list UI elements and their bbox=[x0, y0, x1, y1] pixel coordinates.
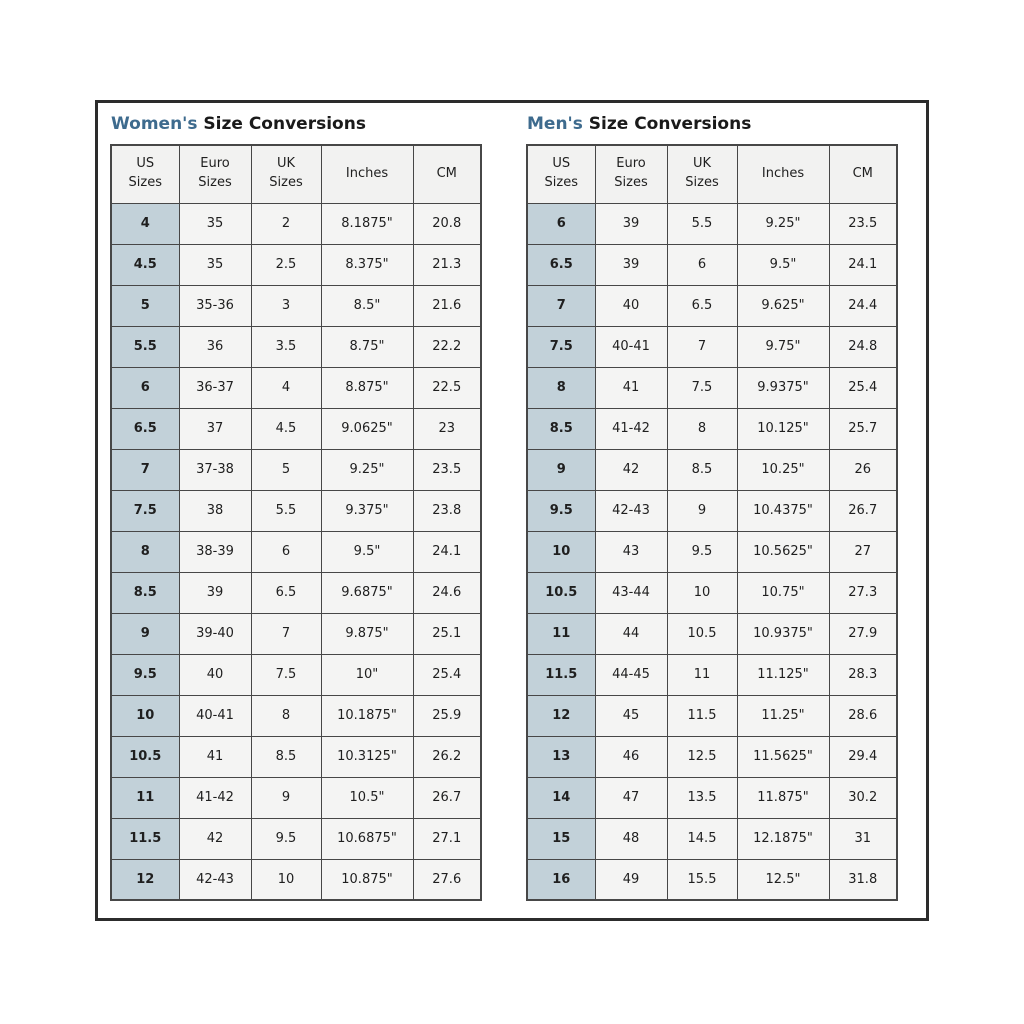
table-row bbox=[527, 572, 897, 613]
us-size-cell: 7 bbox=[527, 285, 595, 326]
table-cell: 7 bbox=[251, 613, 321, 654]
table-row bbox=[527, 654, 897, 695]
table-row bbox=[111, 859, 481, 900]
table-cell: 9.25" bbox=[737, 203, 829, 244]
table-cell: 40 bbox=[595, 285, 667, 326]
table-cell: 29.4 bbox=[829, 736, 897, 777]
table-cell: 22.2 bbox=[413, 326, 481, 367]
table-cell: 36 bbox=[179, 326, 251, 367]
table-cell: 9.0625" bbox=[321, 408, 413, 449]
table-cell: 10.4375" bbox=[737, 490, 829, 531]
table-row bbox=[111, 572, 481, 613]
us-size-cell: 10 bbox=[111, 695, 179, 736]
table-cell: 27.9 bbox=[829, 613, 897, 654]
table-cell: 12.5 bbox=[667, 736, 737, 777]
table-cell: 48 bbox=[595, 818, 667, 859]
table-row bbox=[527, 244, 897, 285]
table-cell: 10.5 bbox=[667, 613, 737, 654]
table-cell: 40 bbox=[179, 654, 251, 695]
us-size-cell: 10 bbox=[527, 531, 595, 572]
us-size-cell: 7 bbox=[111, 449, 179, 490]
table-cell: 42-43 bbox=[595, 490, 667, 531]
table-row bbox=[111, 367, 481, 408]
table-cell: 8.5" bbox=[321, 285, 413, 326]
table-cell: 10.9375" bbox=[737, 613, 829, 654]
table-cell: 10.5" bbox=[321, 777, 413, 818]
table-cell: 43-44 bbox=[595, 572, 667, 613]
table-cell: 25.7 bbox=[829, 408, 897, 449]
table-cell: 21.6 bbox=[413, 285, 481, 326]
table-cell: 44-45 bbox=[595, 654, 667, 695]
table-row bbox=[111, 613, 481, 654]
table-cell: 47 bbox=[595, 777, 667, 818]
mens-title-rest: Size Conversions bbox=[582, 114, 752, 134]
table-cell: 30.2 bbox=[829, 777, 897, 818]
mens-size-table bbox=[526, 144, 898, 901]
table-cell: 41-42 bbox=[179, 777, 251, 818]
us-size-cell: 11 bbox=[111, 777, 179, 818]
us-size-cell: 7.5 bbox=[111, 490, 179, 531]
us-size-cell: 7.5 bbox=[527, 326, 595, 367]
table-cell: 11 bbox=[667, 654, 737, 695]
table-cell: 38 bbox=[179, 490, 251, 531]
table-cell: 11.25" bbox=[737, 695, 829, 736]
table-row bbox=[111, 695, 481, 736]
table-cell: 3 bbox=[251, 285, 321, 326]
table-cell: 9.875" bbox=[321, 613, 413, 654]
table-row bbox=[111, 654, 481, 695]
table-cell: 42-43 bbox=[179, 859, 251, 900]
womens-table-block bbox=[110, 112, 481, 901]
table-cell: 41 bbox=[179, 736, 251, 777]
table-cell: 22.5 bbox=[413, 367, 481, 408]
womens-size-table bbox=[110, 144, 482, 901]
table-cell: 8.875" bbox=[321, 367, 413, 408]
mens-table-title bbox=[527, 114, 897, 134]
table-cell: 24.4 bbox=[829, 285, 897, 326]
table-cell: 15.5 bbox=[667, 859, 737, 900]
table-cell: 2.5 bbox=[251, 244, 321, 285]
table-row bbox=[111, 777, 481, 818]
table-cell: 28.3 bbox=[829, 654, 897, 695]
table-row bbox=[527, 531, 897, 572]
mens-header-row bbox=[527, 145, 897, 203]
table-cell: 11.5625" bbox=[737, 736, 829, 777]
table-cell: 27.3 bbox=[829, 572, 897, 613]
table-cell: 8.5 bbox=[667, 449, 737, 490]
womens-header-row bbox=[111, 145, 481, 203]
table-cell: 4 bbox=[251, 367, 321, 408]
table-row bbox=[527, 736, 897, 777]
table-cell: 26.7 bbox=[829, 490, 897, 531]
table-row bbox=[527, 203, 897, 244]
size-conversion-chart-frame bbox=[95, 100, 929, 921]
table-cell: 11.125" bbox=[737, 654, 829, 695]
table-cell: 6.5 bbox=[251, 572, 321, 613]
table-cell: 5 bbox=[251, 449, 321, 490]
table-cell: 9 bbox=[667, 490, 737, 531]
table-cell: 35 bbox=[179, 203, 251, 244]
us-size-cell: 5.5 bbox=[111, 326, 179, 367]
table-cell: 24.6 bbox=[413, 572, 481, 613]
table-cell: 40-41 bbox=[595, 326, 667, 367]
table-cell: 42 bbox=[595, 449, 667, 490]
us-size-cell: 12 bbox=[111, 859, 179, 900]
table-cell: 9.75" bbox=[737, 326, 829, 367]
table-row bbox=[111, 818, 481, 859]
us-size-cell: 11 bbox=[527, 613, 595, 654]
us-size-cell: 9.5 bbox=[111, 654, 179, 695]
table-cell: 10 bbox=[251, 859, 321, 900]
column-header-euro-sizes: Euro Sizes bbox=[179, 145, 251, 203]
table-cell: 23.8 bbox=[413, 490, 481, 531]
table-cell: 14.5 bbox=[667, 818, 737, 859]
table-row bbox=[111, 203, 481, 244]
us-size-cell: 8.5 bbox=[111, 572, 179, 613]
table-cell: 25.4 bbox=[829, 367, 897, 408]
table-cell: 20.8 bbox=[413, 203, 481, 244]
column-header-inches: Inches bbox=[321, 145, 413, 203]
table-cell: 9.625" bbox=[737, 285, 829, 326]
table-cell: 25.1 bbox=[413, 613, 481, 654]
table-row bbox=[527, 367, 897, 408]
table-cell: 9.25" bbox=[321, 449, 413, 490]
us-size-cell: 6 bbox=[111, 367, 179, 408]
table-cell: 5.5 bbox=[667, 203, 737, 244]
table-cell: 9.5" bbox=[737, 244, 829, 285]
table-cell: 38-39 bbox=[179, 531, 251, 572]
table-cell: 8 bbox=[251, 695, 321, 736]
table-row bbox=[527, 777, 897, 818]
table-cell: 8.375" bbox=[321, 244, 413, 285]
tables-row bbox=[110, 112, 914, 901]
table-cell: 25.4 bbox=[413, 654, 481, 695]
table-cell: 46 bbox=[595, 736, 667, 777]
us-size-cell: 8.5 bbox=[527, 408, 595, 449]
column-header-cm: CM bbox=[829, 145, 897, 203]
womens-title-accent: Women's bbox=[111, 114, 198, 134]
us-size-cell: 6.5 bbox=[111, 408, 179, 449]
table-cell: 24.1 bbox=[413, 531, 481, 572]
table-row bbox=[111, 285, 481, 326]
table-cell: 10.3125" bbox=[321, 736, 413, 777]
table-cell: 27.6 bbox=[413, 859, 481, 900]
table-cell: 10" bbox=[321, 654, 413, 695]
table-cell: 6 bbox=[667, 244, 737, 285]
table-cell: 41 bbox=[595, 367, 667, 408]
table-row bbox=[527, 695, 897, 736]
us-size-cell: 13 bbox=[527, 736, 595, 777]
table-cell: 9 bbox=[251, 777, 321, 818]
table-row bbox=[527, 613, 897, 654]
column-header-uk-sizes: UK Sizes bbox=[667, 145, 737, 203]
table-cell: 9.375" bbox=[321, 490, 413, 531]
us-size-cell: 6 bbox=[527, 203, 595, 244]
table-cell: 7.5 bbox=[667, 367, 737, 408]
table-cell: 4.5 bbox=[251, 408, 321, 449]
table-cell: 23 bbox=[413, 408, 481, 449]
us-size-cell: 9.5 bbox=[527, 490, 595, 531]
womens-table-title bbox=[111, 114, 481, 134]
column-header-euro-sizes: Euro Sizes bbox=[595, 145, 667, 203]
us-size-cell: 9 bbox=[527, 449, 595, 490]
table-cell: 37 bbox=[179, 408, 251, 449]
table-cell: 9.9375" bbox=[737, 367, 829, 408]
us-size-cell: 11.5 bbox=[527, 654, 595, 695]
table-cell: 35-36 bbox=[179, 285, 251, 326]
table-cell: 28.6 bbox=[829, 695, 897, 736]
column-header-us-sizes: US Sizes bbox=[527, 145, 595, 203]
table-cell: 13.5 bbox=[667, 777, 737, 818]
table-cell: 42 bbox=[179, 818, 251, 859]
table-cell: 7 bbox=[667, 326, 737, 367]
table-cell: 12.5" bbox=[737, 859, 829, 900]
table-cell: 43 bbox=[595, 531, 667, 572]
table-cell: 23.5 bbox=[413, 449, 481, 490]
table-cell: 12.1875" bbox=[737, 818, 829, 859]
table-cell: 8.75" bbox=[321, 326, 413, 367]
table-cell: 49 bbox=[595, 859, 667, 900]
us-size-cell: 11.5 bbox=[111, 818, 179, 859]
table-cell: 9.5 bbox=[667, 531, 737, 572]
us-size-cell: 9 bbox=[111, 613, 179, 654]
table-cell: 39 bbox=[179, 572, 251, 613]
table-row bbox=[527, 818, 897, 859]
table-cell: 39 bbox=[595, 203, 667, 244]
table-cell: 10.25" bbox=[737, 449, 829, 490]
us-size-cell: 6.5 bbox=[527, 244, 595, 285]
column-header-inches: Inches bbox=[737, 145, 829, 203]
table-cell: 10.1875" bbox=[321, 695, 413, 736]
table-cell: 25.9 bbox=[413, 695, 481, 736]
table-row bbox=[527, 859, 897, 900]
table-row bbox=[527, 285, 897, 326]
us-size-cell: 16 bbox=[527, 859, 595, 900]
table-cell: 39 bbox=[595, 244, 667, 285]
mens-title-accent: Men's bbox=[527, 114, 583, 134]
table-cell: 8.5 bbox=[251, 736, 321, 777]
table-cell: 27.1 bbox=[413, 818, 481, 859]
us-size-cell: 5 bbox=[111, 285, 179, 326]
table-cell: 6.5 bbox=[667, 285, 737, 326]
table-cell: 45 bbox=[595, 695, 667, 736]
table-cell: 10 bbox=[667, 572, 737, 613]
table-cell: 44 bbox=[595, 613, 667, 654]
table-cell: 24.8 bbox=[829, 326, 897, 367]
womens-title-rest: Size Conversions bbox=[197, 114, 366, 134]
table-row bbox=[111, 531, 481, 572]
table-cell: 35 bbox=[179, 244, 251, 285]
us-size-cell: 10.5 bbox=[527, 572, 595, 613]
us-size-cell: 4 bbox=[111, 203, 179, 244]
table-cell: 11.875" bbox=[737, 777, 829, 818]
table-row bbox=[527, 449, 897, 490]
table-cell: 10.875" bbox=[321, 859, 413, 900]
table-cell: 40-41 bbox=[179, 695, 251, 736]
table-row bbox=[111, 449, 481, 490]
table-cell: 9.6875" bbox=[321, 572, 413, 613]
table-cell: 39-40 bbox=[179, 613, 251, 654]
table-cell: 9.5 bbox=[251, 818, 321, 859]
table-cell: 10.125" bbox=[737, 408, 829, 449]
table-cell: 8.1875" bbox=[321, 203, 413, 244]
table-cell: 9.5" bbox=[321, 531, 413, 572]
us-size-cell: 12 bbox=[527, 695, 595, 736]
table-cell: 41-42 bbox=[595, 408, 667, 449]
table-row bbox=[527, 408, 897, 449]
table-row bbox=[111, 736, 481, 777]
column-header-uk-sizes: UK Sizes bbox=[251, 145, 321, 203]
us-size-cell: 8 bbox=[527, 367, 595, 408]
table-cell: 10.75" bbox=[737, 572, 829, 613]
table-row bbox=[111, 244, 481, 285]
table-cell: 6 bbox=[251, 531, 321, 572]
table-row bbox=[111, 490, 481, 531]
table-cell: 3.5 bbox=[251, 326, 321, 367]
table-cell: 37-38 bbox=[179, 449, 251, 490]
table-cell: 26.2 bbox=[413, 736, 481, 777]
table-cell: 11.5 bbox=[667, 695, 737, 736]
table-cell: 7.5 bbox=[251, 654, 321, 695]
us-size-cell: 10.5 bbox=[111, 736, 179, 777]
table-row bbox=[111, 326, 481, 367]
table-cell: 21.3 bbox=[413, 244, 481, 285]
column-header-us-sizes: US Sizes bbox=[111, 145, 179, 203]
table-row bbox=[527, 490, 897, 531]
table-row bbox=[527, 326, 897, 367]
table-cell: 36-37 bbox=[179, 367, 251, 408]
us-size-cell: 14 bbox=[527, 777, 595, 818]
table-cell: 5.5 bbox=[251, 490, 321, 531]
us-size-cell: 15 bbox=[527, 818, 595, 859]
mens-table-block bbox=[526, 112, 897, 901]
table-cell: 2 bbox=[251, 203, 321, 244]
table-cell: 10.6875" bbox=[321, 818, 413, 859]
column-header-cm: CM bbox=[413, 145, 481, 203]
table-cell: 31.8 bbox=[829, 859, 897, 900]
table-cell: 23.5 bbox=[829, 203, 897, 244]
table-cell: 26 bbox=[829, 449, 897, 490]
table-cell: 24.1 bbox=[829, 244, 897, 285]
us-size-cell: 8 bbox=[111, 531, 179, 572]
table-row bbox=[111, 408, 481, 449]
table-cell: 8 bbox=[667, 408, 737, 449]
table-cell: 10.5625" bbox=[737, 531, 829, 572]
table-cell: 26.7 bbox=[413, 777, 481, 818]
us-size-cell: 4.5 bbox=[111, 244, 179, 285]
table-cell: 27 bbox=[829, 531, 897, 572]
table-cell: 31 bbox=[829, 818, 897, 859]
